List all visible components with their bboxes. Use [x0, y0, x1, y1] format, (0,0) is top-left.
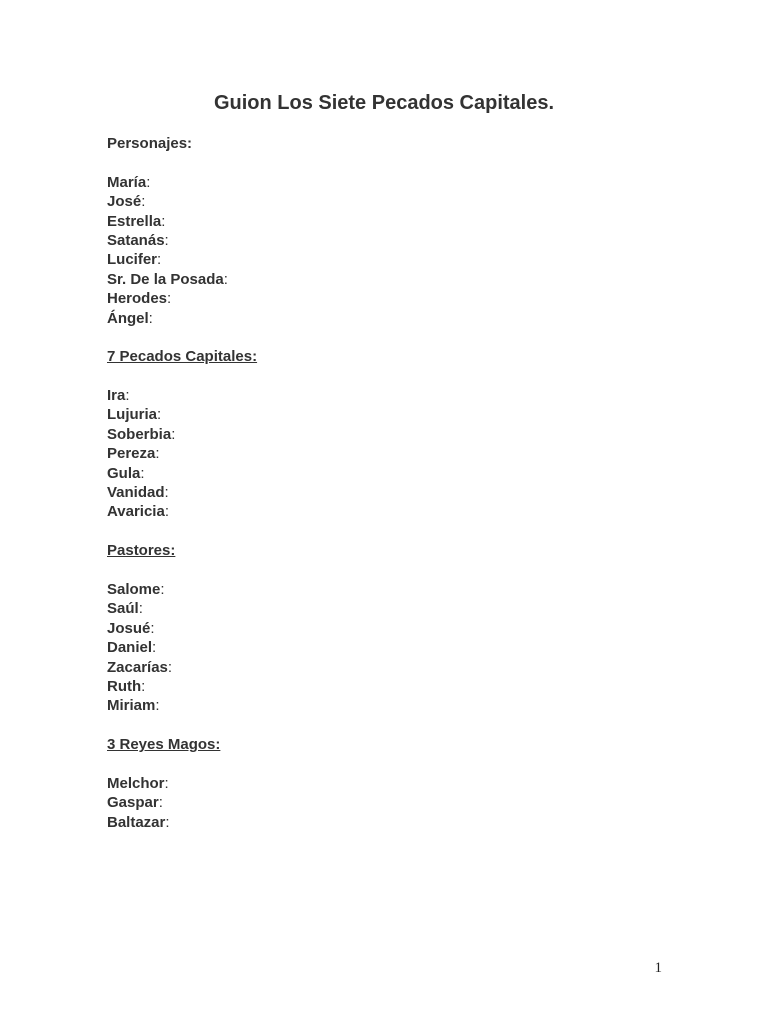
section-heading-pastores: Pastores: — [107, 542, 176, 560]
document-title: Guion Los Siete Pecados Capitales. — [213, 92, 555, 114]
character-entry: Herodes: — [107, 290, 172, 308]
character-list-personajes — [107, 173, 667, 328]
character-entry: Avaricia: — [107, 503, 169, 521]
character-entry: Gaspar: — [107, 794, 163, 812]
character-entry: Vanidad: — [107, 484, 169, 502]
character-entry: Gula: — [107, 464, 145, 482]
character-entry: Salome: — [107, 580, 165, 598]
section-heading-reyes: 3 Reyes Magos: — [107, 736, 221, 754]
character-entry: Estrella: — [107, 212, 166, 230]
character-entry: Ira: — [107, 387, 130, 405]
character-entry: Pereza: — [107, 445, 160, 463]
character-entry: Ruth: — [107, 677, 146, 695]
character-list-reyes — [107, 774, 667, 832]
character-entry: Sr. De la Posada: — [107, 270, 228, 288]
character-entry: Saúl: — [107, 600, 143, 618]
section-heading-personajes: Personajes: — [107, 135, 193, 152]
character-entry: Miriam: — [107, 697, 160, 715]
page-number: 1 — [654, 960, 662, 976]
character-entry: Baltazar: — [107, 813, 170, 831]
character-entry: Satanás: — [107, 231, 169, 249]
character-entry: Ángel: — [107, 309, 153, 327]
character-entry: Soberbia: — [107, 425, 176, 443]
character-entry: María: — [107, 173, 151, 191]
character-entry: Lucifer: — [107, 251, 162, 269]
script-content — [107, 134, 667, 832]
character-entry: Josué: — [107, 619, 155, 637]
character-entry: Zacarías: — [107, 658, 173, 676]
character-entry: Melchor: — [107, 774, 169, 792]
section-heading-pecados: 7 Pecados Capitales: — [107, 348, 258, 366]
character-list-pastores — [107, 580, 667, 716]
character-entry: Lujuria: — [107, 406, 162, 424]
character-list-pecados — [107, 386, 667, 522]
character-entry: Daniel: — [107, 639, 157, 657]
character-entry: José: — [107, 193, 146, 211]
